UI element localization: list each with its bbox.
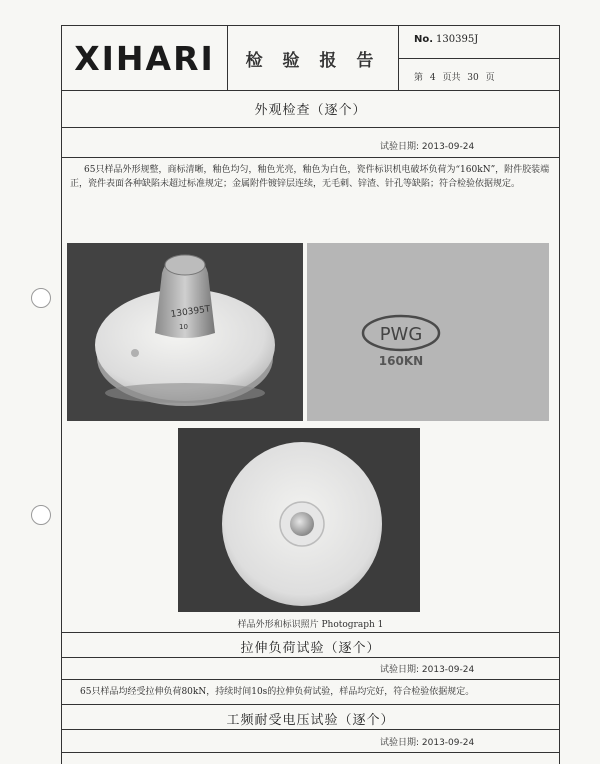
section-title-power-frequency: 工频耐受电压试验（逐个） — [226, 713, 395, 728]
section-date-line — [62, 157, 559, 158]
report-number-value: 130395J — [436, 34, 479, 45]
section3-top-line — [62, 704, 559, 705]
photo-marking — [307, 243, 549, 421]
section-text-appearance: 65只样品外形规整，商标清晰，釉色均匀，釉色光亮，釉色为白色，瓷件标识机电破坏负荷为“160kN”，附件胶装端正，瓷件表面各种缺陷未超过标准规定；金属附件镀锌层连续，无毛刺、锌渣、针孔等缺陷；符合检验依据规定。 — [70, 165, 550, 189]
page-info: 第 4 页共 30 页 — [414, 73, 495, 83]
brand-text: PWG — [379, 324, 423, 345]
header-divider-3 — [399, 58, 559, 59]
photo-insulator-side — [67, 243, 303, 421]
section-date-tensile: 试验日期: 2013-09-24 — [380, 665, 475, 675]
company-logo: XIHARI — [74, 38, 215, 78]
section3-title-line — [62, 729, 559, 730]
section-date-appearance: 试验日期: 2013-09-24 — [380, 142, 475, 152]
punch-hole-top — [31, 288, 51, 308]
report-frame — [61, 25, 560, 764]
section3-date-line — [62, 752, 559, 753]
section-date-power-frequency: 试验日期: 2013-09-24 — [380, 738, 475, 748]
photo-insulator-top — [178, 428, 420, 612]
section-title-line — [62, 127, 559, 128]
report-number-label: No. — [414, 34, 434, 45]
rating-text: 160KN — [378, 354, 424, 368]
insulator-mark-text: 130395T — [170, 304, 212, 320]
section-text-tensile: 65只样品均经受拉伸负荷80kN，持续时间10s的拉伸负荷试验，样品均完好，符合检验依据规定。 — [80, 687, 475, 697]
insulator-mark-subtext: 10 — [179, 323, 188, 331]
header-bottom-line — [62, 90, 559, 91]
section2-title-line — [62, 657, 559, 658]
section2-date-line — [62, 679, 559, 680]
report-title: 检 验 报 告 — [245, 50, 381, 71]
section2-top-line — [62, 632, 559, 633]
report-number — [414, 34, 478, 45]
insulator-stamp-dot — [131, 349, 139, 357]
section-title-appearance: 外观检查（逐个） — [254, 103, 367, 118]
photo-caption: 样品外形和标识照片 Photograph 1 — [237, 620, 384, 630]
section-title-tensile: 拉伸负荷试验（逐个） — [240, 641, 381, 656]
punch-hole-bottom — [31, 505, 51, 525]
